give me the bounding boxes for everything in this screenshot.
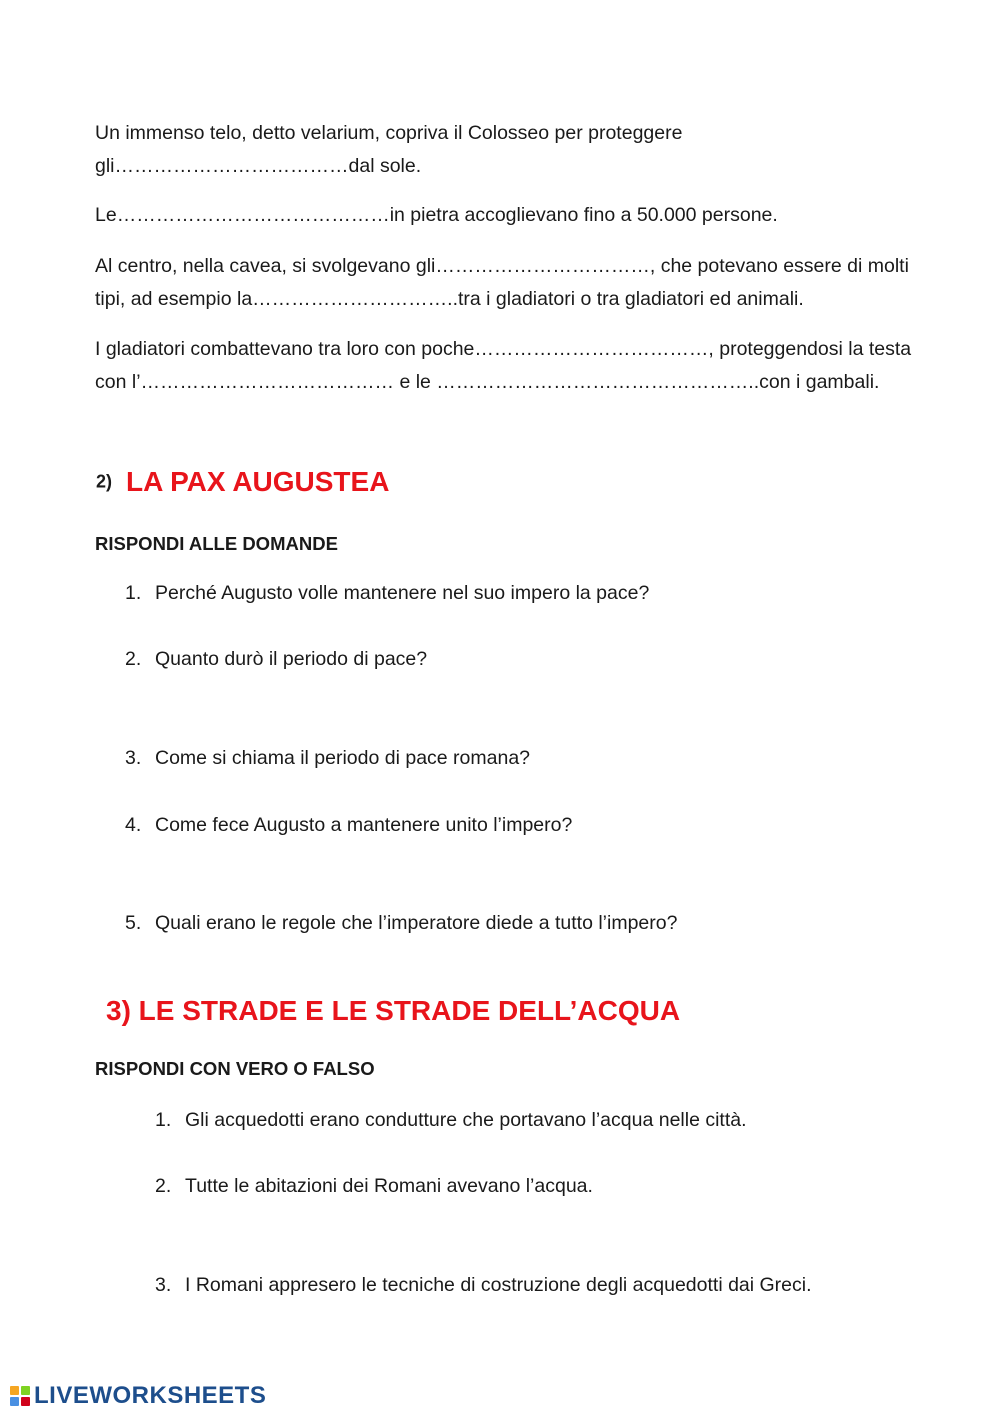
question-item: 2. Quanto durò il periodo di pace? — [125, 648, 428, 670]
question-item: 1. Perché Augusto volle mantenere nel suo impero la pace? — [125, 582, 650, 604]
question-item: 4. Come fece Augusto a mantenere unito l’impero? — [125, 814, 573, 836]
question-item: 5. Quali erano le regole che l’imperatore diede a tutto l’impero? — [125, 912, 678, 934]
logo-square — [10, 1397, 19, 1406]
section-3-title: 3) LE STRADE E LE STRADE DELL’ACQUA — [106, 995, 681, 1026]
fill-sentence-gradinate: Le……………………………………in pietra accoglievano fino a 50.000 persone. — [95, 204, 778, 226]
logo-square — [21, 1397, 30, 1406]
true-false-item: 1. Gli acquedotti erano condutture che portavano l’acqua nelle città. — [155, 1109, 747, 1131]
fill-sentence-velarium: Un immenso telo, detto velarium, copriva il Colosseo per proteggere gli………………………………dal sole. — [95, 122, 683, 177]
logo-text: LIVEWORKSHEETS — [34, 1382, 267, 1409]
section-2-number: 2) — [96, 471, 113, 492]
fill-sentence-cavea: Al centro, nella cavea, si svolgevano gli……………………………, che potevano essere di molti tipi, ad esempio la…………………………..tra i gladiatori o tra gladiatori ed animali. — [95, 255, 909, 310]
liveworksheets-logo[interactable] — [10, 1382, 266, 1410]
section-2-title: LA PAX AUGUSTEA — [126, 466, 390, 497]
true-false-item: 3. I Romani appresero le tecniche di costruzione degli acquedotti dai Greci. — [155, 1274, 812, 1296]
logo-grid-icon — [10, 1386, 30, 1406]
section-3-instruction: RISPONDI CON VERO O FALSO — [95, 1058, 375, 1079]
fill-sentence-gladiatori: I gladiatori combattevano tra loro con poche………………………………, proteggendosi la testa con l’………………………………… e le …………………………………………..con i gambali. — [95, 338, 912, 393]
section-2-heading — [96, 466, 389, 498]
section-2-instruction: RISPONDI ALLE DOMANDE — [95, 533, 338, 554]
logo-square — [21, 1386, 30, 1395]
question-item: 3. Come si chiama il periodo di pace romana? — [125, 747, 531, 769]
logo-square — [10, 1386, 19, 1395]
true-false-item: 2. Tutte le abitazioni dei Romani avevano l’acqua. — [155, 1175, 593, 1197]
